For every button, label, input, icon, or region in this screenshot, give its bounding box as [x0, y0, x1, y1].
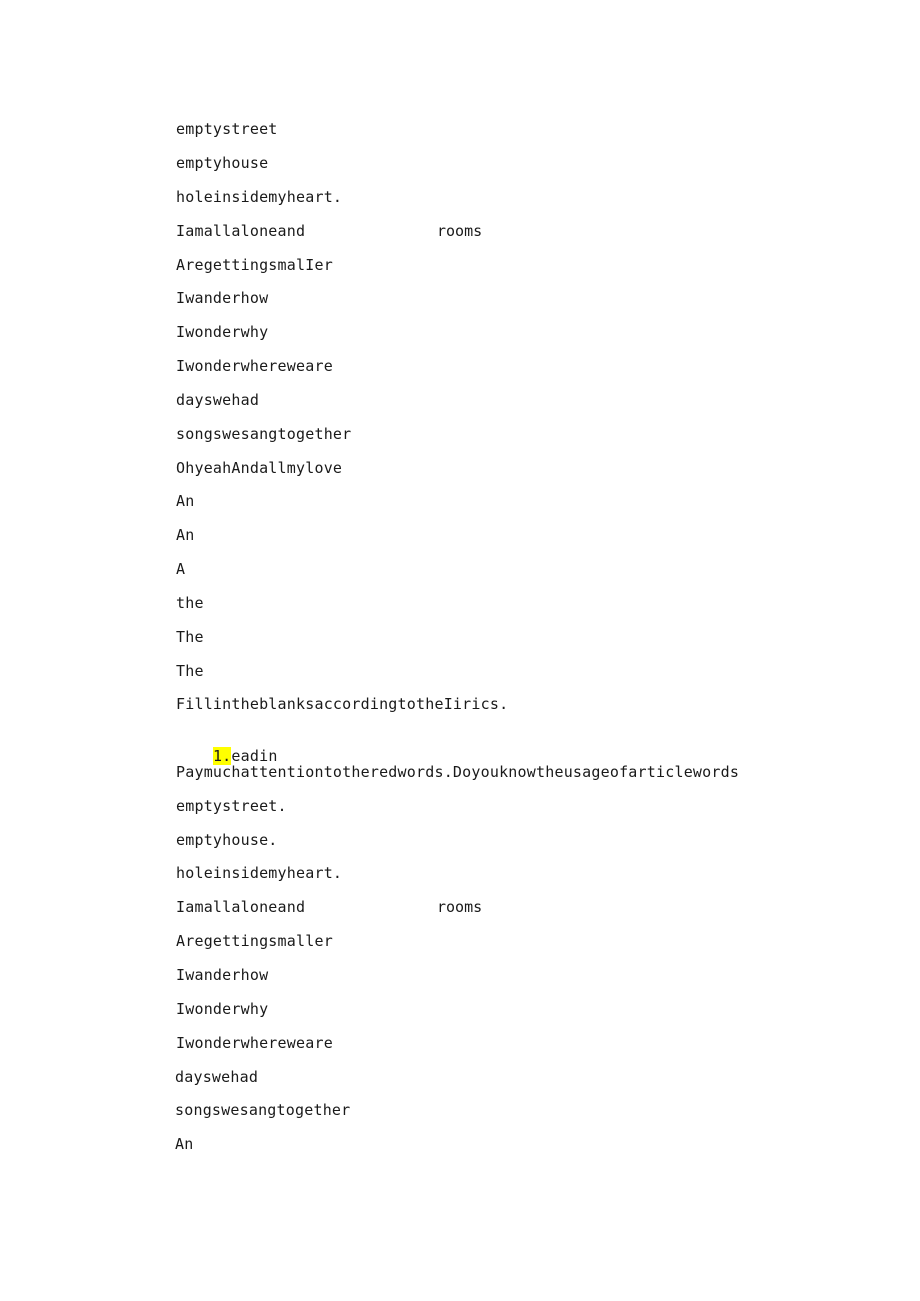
- article-word: The: [176, 628, 204, 646]
- lyric-line: Iwonderwhy: [176, 323, 269, 341]
- lyric-line: Iamallaloneand: [176, 898, 306, 916]
- lyric-line: Iwonderwhy: [176, 1000, 269, 1018]
- lyric-line: emptyhouse: [176, 154, 269, 172]
- lyric-line: Iwonderwhereweare: [176, 1034, 333, 1052]
- lyric-rooms-word: rooms: [437, 898, 483, 916]
- lyric-line: Aregettingsmaller: [176, 932, 333, 950]
- lyric-line: songswesangtogether: [175, 1101, 351, 1119]
- lead-in-text: eadin: [231, 747, 278, 765]
- lyric-line: dayswehad: [176, 391, 260, 409]
- article-word: A: [176, 560, 186, 578]
- lyric-line: emptystreet.: [176, 797, 287, 815]
- lyric-line: AregettingsmalIer: [176, 256, 333, 274]
- article-word: An: [176, 492, 195, 510]
- article-word: The: [176, 662, 204, 680]
- lyric-line: dayswehad: [175, 1068, 259, 1086]
- instruction-text: FillintheblanksaccordingtotheIirics.: [176, 695, 509, 713]
- lyric-line: Iwanderhow: [176, 289, 269, 307]
- lyric-line: holeinsidemyheart.: [176, 864, 343, 882]
- lyric-line: OhyeahAndallmylove: [176, 459, 343, 477]
- lyric-line: Iwanderhow: [176, 966, 269, 984]
- article-word: An: [175, 1135, 194, 1153]
- lyric-line: Iamallaloneand: [176, 222, 306, 240]
- lyric-line: holeinsidemyheart.: [176, 188, 343, 206]
- lyric-line: songswesangtogether: [176, 425, 352, 443]
- article-word: An: [176, 526, 195, 544]
- lyric-line: emptyhouse.: [176, 831, 278, 849]
- lead-in-number: 1.: [212, 747, 232, 765]
- lyric-line: emptystreet: [176, 120, 278, 138]
- lyric-line: Iwonderwhereweare: [176, 357, 333, 375]
- article-word: the: [176, 594, 204, 612]
- attention-text: Paymuchattentiontotheredwords.Doyouknowtheusageofarticlewords: [176, 763, 740, 781]
- lyric-rooms-word: rooms: [437, 222, 483, 240]
